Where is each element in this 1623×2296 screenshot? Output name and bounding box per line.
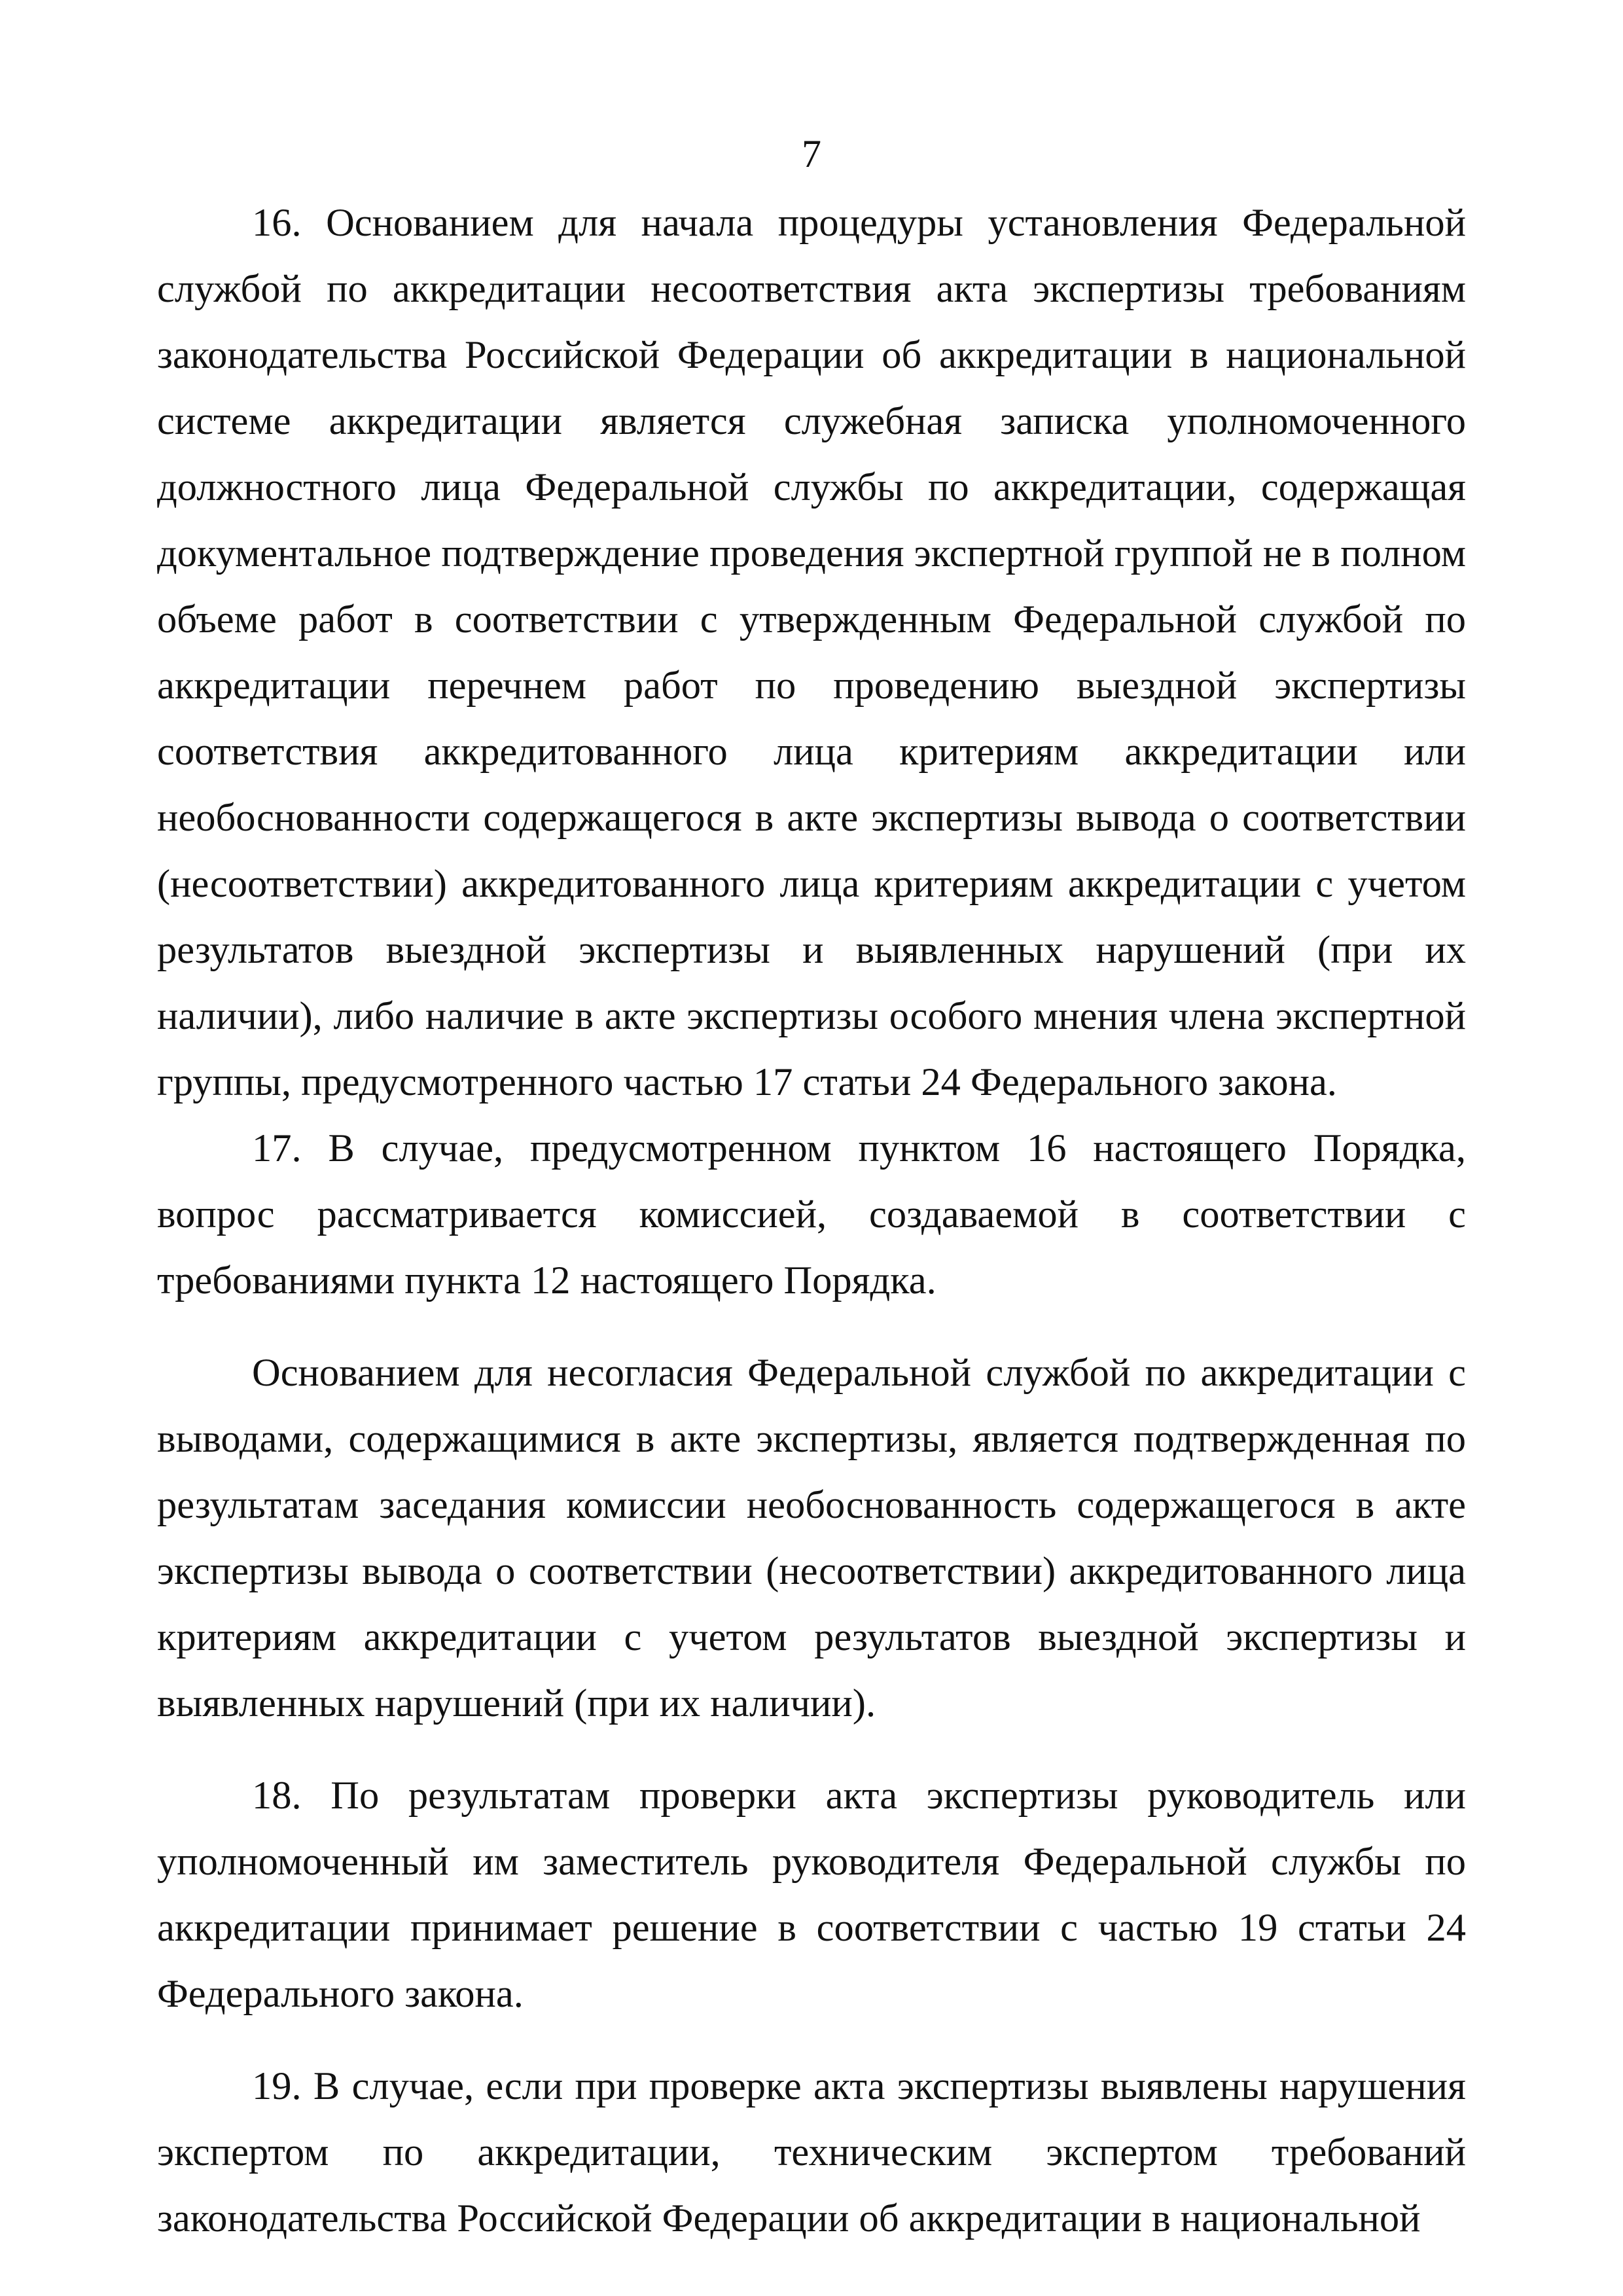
paragraph-17: 17. В случае, предусмотренном пунктом 16 настоящего Порядка, вопрос рассматривается комиссией, создаваемой в соответствии с требованиями пункта 12 настоящего Порядка. xyxy=(157,1126,1466,1302)
page-number: 7 xyxy=(802,132,821,175)
paragraph-disagreement-basis: Основанием для несогласия Федеральной службой по аккредитации с выводами, содержащимися в акте экспертизы, является подтвержденная по результатам заседания комиссии необоснованность содержащегося в акте экспертизы вывода о соответствии (несоответствии) аккредитованного лица критериям аккредитации с учетом результатов выездной экспертизы и выявленных нарушений (при их наличии). xyxy=(157,1351,1466,1725)
paragraph-19: 19. В случае, если при проверке акта экспертизы выявлены нарушения экспертом по аккредитации, техническим экспертом требований законодательства Российской Федерации об аккредитации в национальной xyxy=(157,2064,1466,2240)
paragraph-16: 16. Основанием для начала процедуры установления Федеральной службой по аккредитации несоответствия акта экспертизы требованиям законодательства Российской Федерации об аккредитации в национальной системе аккредитации является служебная записка уполномоченного должностного лица Федеральной службы по аккредитации, содержащая документальное подтверждение проведения экспертной группой не в полном объеме работ в соответствии с утвержденным Федеральной службой по аккредитации перечнем работ по проведению выездной экспертизы соответствия аккредитованного лица критериям аккредитации или необоснованности содержащегося в акте экспертизы вывода о соответствии (несоответствии) аккредитованного лица критериям аккредитации с учетом результатов выездной экспертизы и выявленных нарушений (при их наличии), либо наличие в акте экспертизы особого мнения члена экспертной группы, предусмотренного частью 17 статьи 24 Федерального закона. xyxy=(157,201,1466,1104)
paragraph-18: 18. По результатам проверки акта экспертизы руководитель или уполномоченный им заместитель руководителя Федеральной службы по аккредитации принимает решение в соответствии с частью 19 статьи 24 Федерального закона. xyxy=(157,1774,1466,2016)
document-body xyxy=(157,190,1466,2251)
